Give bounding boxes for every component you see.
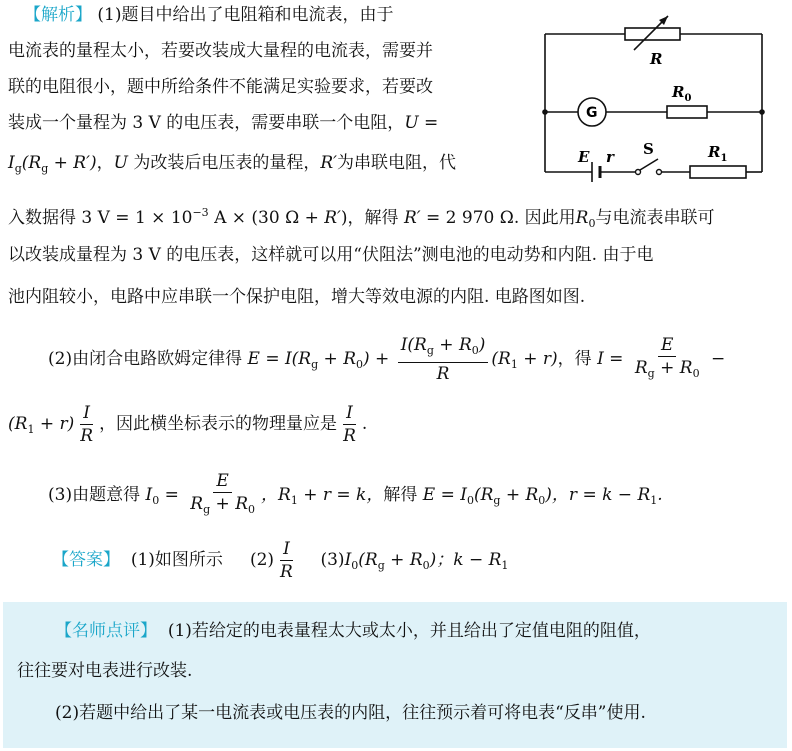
analysis-tag: 【解析】 [24, 5, 92, 25]
analysis-text: ，解得 [347, 208, 399, 228]
formula: R′ = 2 970 Ω. [403, 208, 520, 228]
resistor-r0-label: $R_0$ [672, 83, 692, 104]
analysis-line-10: $(R_1 + r)$ $\frac{I}{R}$ ，因此横坐标表示的物理量应是 $\frac{I}{R}$ . [8, 403, 368, 446]
analysis-text: 为串联电阻，代 [337, 153, 456, 173]
circuit-diagram [540, 8, 770, 190]
junction-node [542, 109, 548, 115]
formula: $\frac{I}{R}$ [343, 403, 356, 446]
formula: I = $\frac{E}{R_g + R_0}$ − [597, 335, 726, 380]
formula: $E = I(R_g + R_0)$ + $\frac{I(R_g + R_0)}{R}$ $(R_1 + r)$ [247, 335, 558, 384]
analysis-text: (1)题目中给出了电阻箱和电流表，由于 [97, 5, 394, 25]
galvanometer-label: G [586, 105, 598, 121]
answer-line [52, 538, 508, 583]
analysis-text: ，得 [557, 349, 592, 369]
switch-label: S [643, 140, 654, 158]
analysis-line-4: 装成一个量程为 3 V 的电压表，需要串联一个电阻，U = [8, 113, 439, 133]
formula: $\frac{I}{R}$ [280, 539, 293, 582]
analysis-text: ，因此横坐标表示的物理量应是 [99, 414, 338, 434]
analysis-line-7: 以改装成量程为 3 V 的电压表，这样就可以用“伏阻法”测电池的电动势和内阻. 由于电 [8, 245, 654, 265]
formula: $E = I_0(R_g + R_0)$，$r = k - R_1$. [422, 485, 663, 507]
analysis-line-9 [48, 334, 725, 385]
review-line-2: 往往要对电表进行改装. [17, 661, 193, 681]
analysis-line-8: 池内阻较小，电路中应串联一个保护电阻，增大等效电源的内阻. 电路图如图. [8, 287, 586, 307]
analysis-text: 因此用 [524, 208, 576, 228]
review-line-3: (2)若题中给出了某一电流表或电压表的内阻，往往预示着可将电表“反串”使用. [55, 703, 646, 723]
analysis-line-11 [48, 470, 663, 521]
analysis-line-5: $I_g(R_g + R')$，U 为改装后电压表的量程，R′为串联电阻，代 [8, 153, 456, 175]
formula: $I_0$ = $\frac{E}{R_g + R_0}$ ，$R_1 + r = k$， [145, 471, 384, 516]
formula: 3 $V = 1 \times 10^{-3}$ A × (30 Ω + R′) [81, 206, 348, 228]
switch-icon [657, 170, 662, 175]
resistor-r1-icon [690, 166, 746, 178]
analysis-text: 装成一个量程为 3 V 的电压表，需要串联一个电阻， [8, 113, 405, 133]
analysis-line-6: 入数据得 3 $V = 1 \times 10^{-3}$ A × (30 Ω + R′)，解得 R′ = 2 970 Ω. 因此用$R_0$与电流表串联可 [8, 206, 715, 230]
review-tag: 【名师点评】 [55, 621, 157, 641]
formula: $I_0(R_g + R_0)$；$k - R_1$ [344, 550, 509, 572]
analysis-text: 为改装后电压表的量程， [133, 153, 321, 173]
review-text: (1)若给定的电表量程太大或太小，并且给出了定值电阻的阻值， [167, 621, 651, 641]
answer-tag: 【答案】 [52, 550, 120, 570]
rheostat-icon [625, 28, 680, 40]
formula: $I_g(R_g + R')$ [8, 153, 97, 175]
review-line-1 [55, 618, 651, 644]
review-box [3, 602, 787, 748]
analysis-text: 入数据得 [8, 208, 76, 228]
switch-icon [636, 170, 641, 175]
internal-resistance-label: r [606, 148, 614, 166]
switch-lever-icon [640, 159, 658, 170]
formula: $(R_1 + r)$ $\frac{I}{R}$ [8, 403, 94, 446]
analysis-text: (3)由题意得 [48, 485, 141, 505]
answer-part-1: (1)如图所示 [130, 550, 223, 570]
analysis-line-2: 电流表的量程太小，若要改装成大量程的电流表，需要并 [8, 41, 433, 61]
analysis-text: 与电流表串联可 [595, 208, 715, 228]
junction-node [759, 109, 765, 115]
analysis-line-3: 联的电阻很小，题中所给条件不能满足实验要求，若要改 [8, 77, 433, 97]
analysis-text: 解得 [383, 485, 418, 505]
analysis-text: (2)由闭合电路欧姆定律得 [48, 349, 243, 369]
emf-label: E [578, 148, 590, 166]
resistor-r1-label: $R_1$ [708, 143, 728, 164]
answer-part-3-prefix: (3) [320, 550, 345, 570]
resistor-r0-icon [667, 106, 707, 118]
rheostat-label: R [650, 50, 663, 68]
answer-part-2-prefix: (2) [249, 550, 275, 570]
analysis-line-1 [24, 2, 394, 28]
